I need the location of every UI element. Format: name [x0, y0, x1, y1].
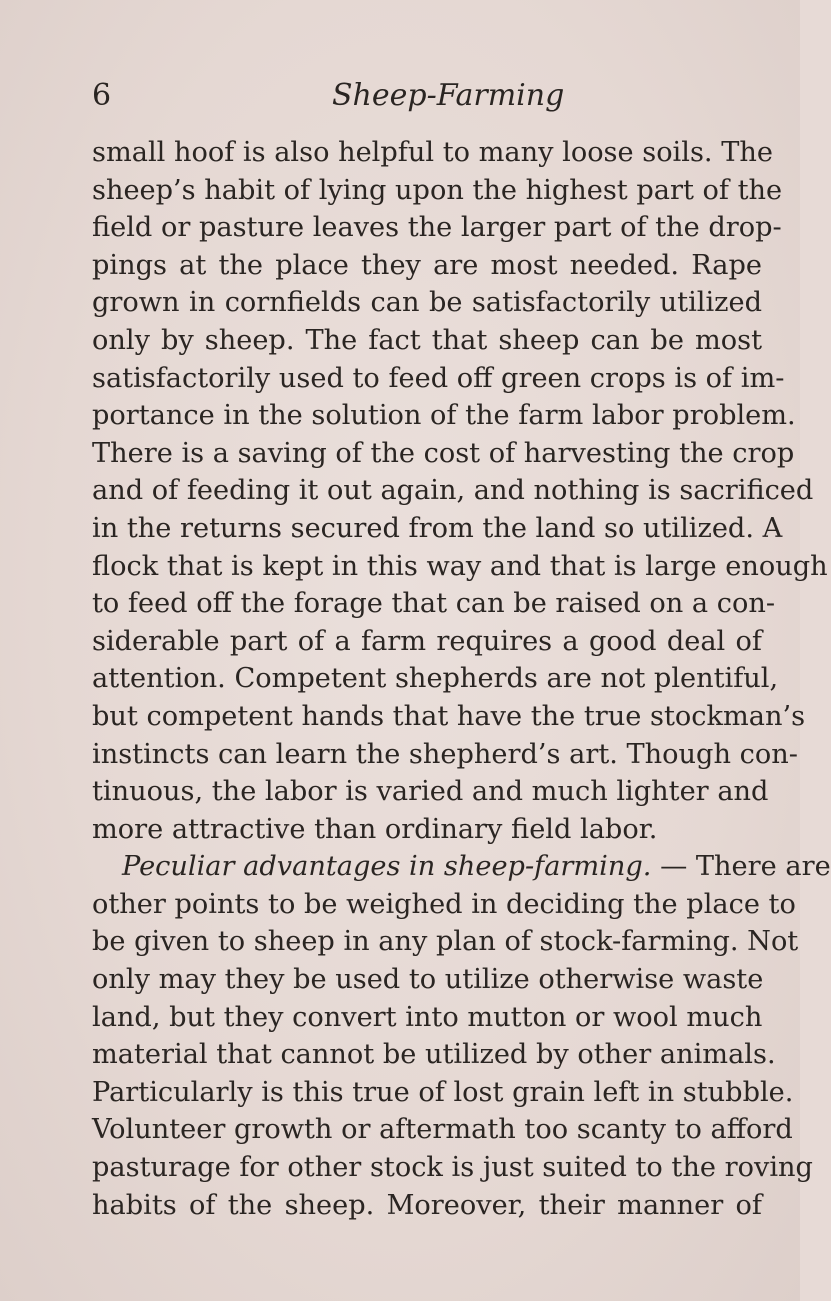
page-number: 6: [92, 78, 112, 113]
text-line: habits of the sheep. Moreover, their manner of: [92, 1189, 762, 1221]
text-line: sheep’s habit of lying upon the highest part of the: [92, 174, 783, 206]
section-heading: Peculiar advantages in sheep-farming.: [122, 851, 652, 883]
text-line: more attractive than ordinary field labor.: [92, 813, 658, 845]
text-line: field or pasture leaves the larger part of the drop-: [92, 212, 782, 244]
text-line: in the returns secured from the land so utilized. A: [92, 512, 783, 544]
text-line: tinuous, the labor is varied and much lighter and: [92, 776, 769, 808]
text-line: be given to sheep in any plan of stock-farming. Not: [92, 926, 799, 958]
text-line: other points to be weighed in deciding the place to: [92, 888, 796, 920]
text-line: pings at the place they are most needed. Rape: [92, 249, 762, 281]
text-line: small hoof is also helpful to many loose soils. The: [92, 137, 773, 168]
text-line: satisfactorily used to feed off green crops is of im-: [92, 362, 785, 394]
text-line: land, but they convert into mutton or wool much: [92, 1001, 763, 1033]
text-line: grown in cornfields can be satisfactorily utilized: [92, 287, 762, 319]
text-line: Volunteer growth or aftermath too scanty to afford: [92, 1114, 793, 1146]
text-line: and of feeding it out again, and nothing is sacrificed: [92, 475, 814, 507]
text-line: only may they be used to utilize otherwise waste: [92, 964, 764, 996]
text-line: portance in the solution of the farm labor problem.: [92, 400, 796, 432]
text-line: instincts can learn the shepherd’s art. Though con-: [92, 738, 798, 770]
text-line: material that cannot be utilized by other animals.: [92, 1039, 776, 1071]
body-text: [92, 134, 831, 1224]
page-header: [0, 76, 800, 120]
text-line: to feed off the forage that can be raised on a con-: [92, 588, 776, 620]
text-line: pasturage for other stock is just suited to the roving: [92, 1152, 813, 1184]
running-head: Sheep-Farming: [332, 78, 565, 113]
text-line: only by sheep. The fact that sheep can be most: [92, 324, 762, 356]
paragraph-2-first-line: [92, 848, 831, 886]
text-line: flock that is kept in this way and that is large enough: [92, 550, 828, 582]
text-line: Particularly is this true of lost grain left in stubble.: [92, 1076, 794, 1108]
paragraph-1: [92, 134, 828, 848]
paragraph-2: [92, 848, 831, 1224]
text-line: attention. Competent shepherds are not plentiful,: [92, 663, 779, 695]
text-line: siderable part of a farm requires a good deal of: [92, 625, 762, 657]
text-line: but competent hands that have the true stockman’s: [92, 700, 806, 732]
text-fragment: — There are: [651, 851, 831, 883]
text-line: There is a saving of the cost of harvesting the crop: [92, 437, 795, 469]
